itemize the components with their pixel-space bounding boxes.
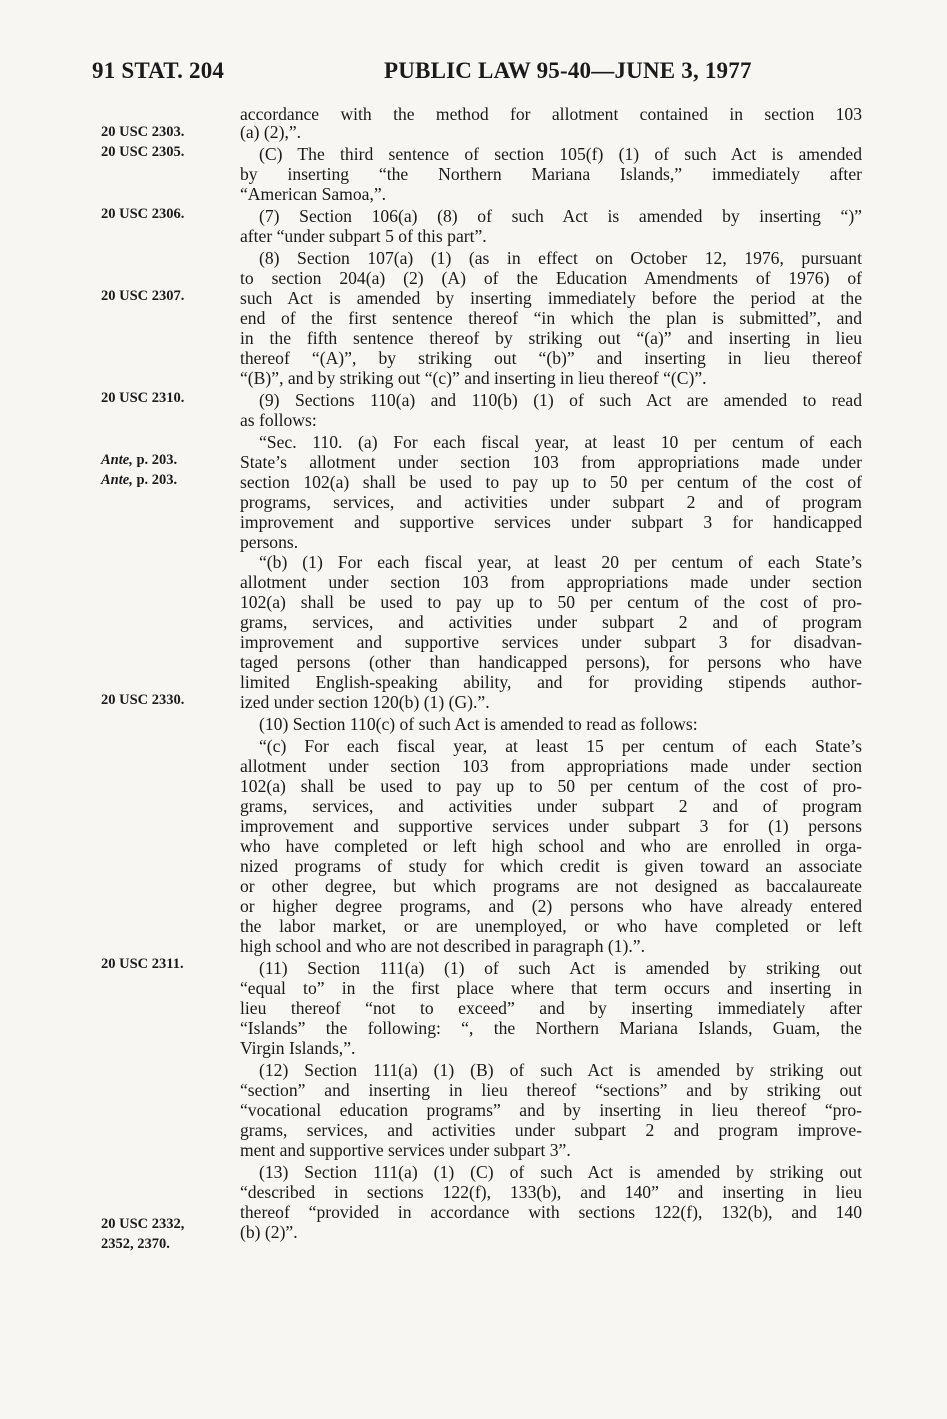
margin-note-page: p. 203. bbox=[132, 472, 178, 488]
text-line: (C) The third sentence of section 105(f) (1) of such Act is amended bbox=[259, 144, 862, 164]
margin-note bbox=[101, 472, 177, 489]
margin-note: 20 USC 2330. bbox=[101, 692, 185, 708]
text-line: (12) Section 111(a) (1) (B) of such Act is amended by striking out bbox=[259, 1060, 862, 1080]
text-line: State’s allotment under section 103 from appropriations made under bbox=[240, 452, 862, 472]
text-line: (8) Section 107(a) (1) (as in effect on October 12, 1976, pursuant bbox=[259, 248, 862, 268]
text-line: accordance with the method for allotment contained in section 103 bbox=[240, 104, 862, 124]
text-line: who have completed or left high school and who are enrolled in orga- bbox=[240, 836, 862, 856]
text-line: section 102(a) shall be used to pay up to 50 per centum of the cost of bbox=[240, 472, 862, 492]
text-line: nized programs of study for which credit is given toward an associate bbox=[240, 856, 862, 876]
text-line: ized under section 120(b) (1) (G).”. bbox=[240, 692, 490, 712]
text-line: the labor market, or are unemployed, or who have completed or left bbox=[240, 916, 862, 936]
text-line: or other degree, but which programs are not designed as baccalaureate bbox=[240, 876, 862, 896]
text-line: ment and supportive services under subpart 3”. bbox=[240, 1140, 571, 1160]
text-line: “(b) (1) For each fiscal year, at least 20 per centum of each State’s bbox=[259, 552, 862, 572]
text-line: limited English-speaking ability, and for providing stipends author- bbox=[240, 672, 862, 692]
text-line: grams, services, and activities under subpart 2 and program improve- bbox=[240, 1120, 862, 1140]
text-line: 102(a) shall be used to pay up to 50 per centum of the cost of pro- bbox=[240, 592, 862, 612]
text-line: “(B)”, and by striking out “(c)” and inserting in lieu thereof “(C)”. bbox=[240, 368, 707, 388]
margin-note: 20 USC 2306. bbox=[101, 206, 185, 222]
text-line: thereof “provided in accordance with sections 122(f), 132(b), and 140 bbox=[240, 1202, 862, 1222]
text-line: grams, services, and activities under subpart 2 and of program bbox=[240, 612, 862, 632]
text-line: (13) Section 111(a) (1) (C) of such Act is amended by striking out bbox=[259, 1162, 862, 1182]
margin-note-italic: Ante, bbox=[101, 452, 133, 468]
text-line: (7) Section 106(a) (8) of such Act is amended by inserting “)” bbox=[259, 206, 862, 226]
text-line: taged persons (other than handicapped persons), for persons who have bbox=[240, 652, 862, 672]
text-line: “section” and inserting in lieu thereof “sections” and by striking out bbox=[240, 1080, 862, 1100]
page-citation: 91 STAT. 204 bbox=[92, 58, 225, 83]
text-line: end of the first sentence thereof “in which the plan is submitted”, and bbox=[240, 308, 862, 328]
text-line: (11) Section 111(a) (1) of such Act is amended by striking out bbox=[259, 958, 862, 978]
text-line: Virgin Islands,”. bbox=[240, 1038, 356, 1058]
text-line: or higher degree programs, and (2) persons who have already entered bbox=[240, 896, 862, 916]
margin-note: 20 USC 2303. bbox=[101, 124, 185, 140]
text-line: by inserting “the Northern Mariana Islands,” immediately after bbox=[240, 164, 862, 184]
margin-note: 20 USC 2307. bbox=[101, 288, 185, 304]
margin-note: 20 USC 2332, bbox=[101, 1216, 185, 1232]
text-line: improvement and supportive services under subpart 3 for handicapped bbox=[240, 512, 862, 532]
text-line: (10) Section 110(c) of such Act is amended to read as follows: bbox=[259, 714, 698, 734]
margin-note-italic: Ante, bbox=[101, 472, 133, 488]
text-line: allotment under section 103 from appropriations made under section bbox=[240, 572, 862, 592]
text-line: (a) (2),”. bbox=[240, 122, 302, 142]
text-line: as follows: bbox=[240, 410, 317, 430]
text-line: high school and who are not described in paragraph (1).”. bbox=[240, 936, 646, 956]
text-line: lieu thereof “not to exceed” and by inserting immediately after bbox=[240, 998, 862, 1018]
text-line: “described in sections 122(f), 133(b), and 140” and inserting in lieu bbox=[240, 1182, 862, 1202]
text-line: improvement and supportive services under subpart 3 for disadvan- bbox=[240, 632, 862, 652]
text-line: after “under subpart 5 of this part”. bbox=[240, 226, 487, 246]
running-head: PUBLIC LAW 95-40—JUNE 3, 1977 bbox=[384, 58, 752, 83]
text-line: “(c) For each fiscal year, at least 15 per centum of each State’s bbox=[259, 736, 862, 756]
text-line: “Sec. 110. (a) For each fiscal year, at least 10 per centum of each bbox=[259, 432, 862, 452]
text-line: persons. bbox=[240, 532, 299, 552]
text-line: (b) (2)”. bbox=[240, 1222, 298, 1242]
text-line: “equal to” in the first place where that term occurs and inserting in bbox=[240, 978, 862, 998]
text-line: “vocational education programs” and by inserting in lieu thereof “pro- bbox=[240, 1100, 862, 1120]
text-line: to section 204(a) (2) (A) of the Education Amendments of 1976) of bbox=[240, 268, 862, 288]
text-line: “American Samoa,”. bbox=[240, 184, 387, 204]
text-line: (9) Sections 110(a) and 110(b) (1) of such Act are amended to read bbox=[259, 390, 862, 410]
margin-note bbox=[101, 452, 177, 469]
text-line: improvement and supportive services under subpart 3 for (1) persons bbox=[240, 816, 862, 836]
text-line: in the fifth sentence thereof by striking out “(a)” and inserting in lieu bbox=[240, 328, 862, 348]
text-line: grams, services, and activities under subpart 2 and of program bbox=[240, 796, 862, 816]
margin-note: 20 USC 2311. bbox=[101, 956, 184, 972]
text-line: allotment under section 103 from appropriations made under section bbox=[240, 756, 862, 776]
text-line: 102(a) shall be used to pay up to 50 per centum of the cost of pro- bbox=[240, 776, 862, 796]
margin-note: 20 USC 2310. bbox=[101, 390, 185, 406]
text-line: thereof “(A)”, by striking out “(b)” and inserting in lieu thereof bbox=[240, 348, 862, 368]
margin-note: 20 USC 2305. bbox=[101, 144, 185, 160]
text-line: “Islands” the following: “, the Northern Mariana Islands, Guam, the bbox=[240, 1018, 862, 1038]
margin-note-page: p. 203. bbox=[132, 452, 178, 468]
margin-note: 2352, 2370. bbox=[101, 1236, 170, 1252]
text-line: programs, services, and activities under subpart 2 and of program bbox=[240, 492, 862, 512]
text-line: such Act is amended by inserting immediately before the period at the bbox=[240, 288, 862, 308]
